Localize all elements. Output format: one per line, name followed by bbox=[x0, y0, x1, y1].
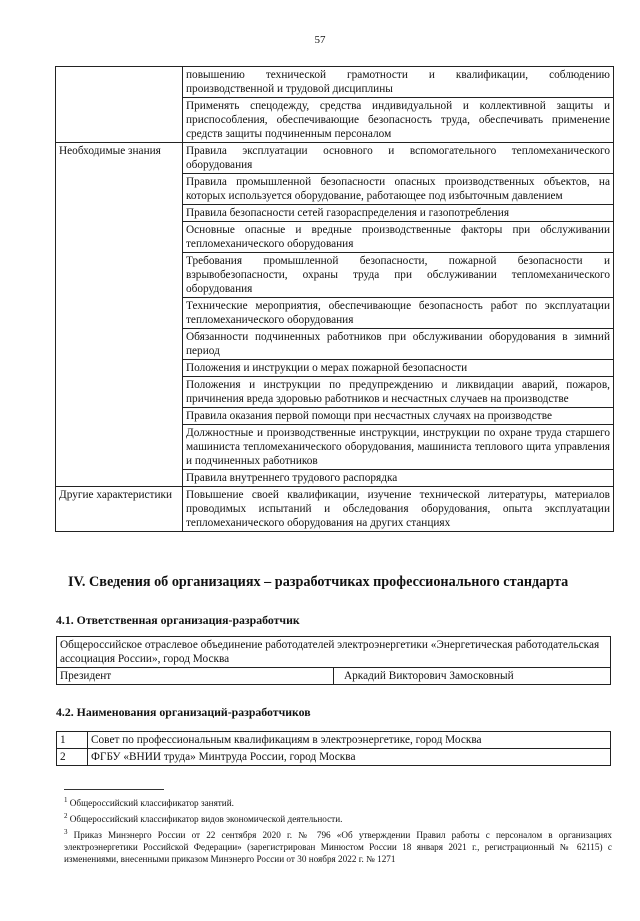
category-cell: Другие характеристики bbox=[56, 487, 183, 532]
requirement-item: Правила промышленной безопасности опасных производственных объектов, на которых используется оборудование, работающее под избыточным давлением bbox=[183, 174, 614, 205]
requirement-item: Обязанности подчиненных работников при обслуживании оборудования в зимний период bbox=[183, 329, 614, 360]
org-name-cell: Совет по профессиональным квалификациям в электроэнергетике, город Москва bbox=[88, 732, 611, 749]
footnote-divider bbox=[64, 789, 164, 790]
footnote-mark: 3 bbox=[64, 828, 68, 837]
position-cell: Президент bbox=[57, 668, 334, 685]
category-cell: Необходимые знания bbox=[56, 143, 183, 487]
requirement-item: Правила безопасности сетей газораспределения и газопотребления bbox=[183, 205, 614, 222]
requirement-item: Повышение своей квалификации, изучение технической литературы, материалов проводимых испытаний и обследования оборудования, опыта эксплуатации тепломеханического оборудования на других станциях bbox=[183, 487, 614, 532]
responsible-org-heading: 4.1. Ответственная организация-разработчик bbox=[56, 613, 300, 627]
table-row bbox=[57, 749, 611, 766]
table-row bbox=[57, 637, 611, 668]
requirements-table bbox=[55, 66, 614, 532]
table-row bbox=[57, 668, 611, 685]
requirement-item: Правила оказания первой помощи при несчастных случаях на производстве bbox=[183, 408, 614, 425]
footnote bbox=[64, 826, 612, 865]
org-name-cell: Общероссийское отраслевое объединение работодателей электроэнергетики «Энергетическая работодательская ассоциация России», город Москва bbox=[57, 637, 611, 668]
footnote bbox=[64, 794, 612, 809]
category-cell bbox=[56, 67, 183, 143]
requirement-item: Правила внутреннего трудового распорядка bbox=[183, 470, 614, 487]
requirement-item: Применять спецодежду, средства индивидуальной и коллективной защиты и приспособления, обеспечивающие безопасность труда, обеспечивать применение средств защиты подчиненным персоналом bbox=[183, 98, 614, 143]
footnotes bbox=[64, 794, 612, 866]
requirement-item: Технические мероприятия, обеспечивающие безопасность работ по эксплуатации тепломеханического оборудования bbox=[183, 298, 614, 329]
table-row bbox=[56, 143, 614, 174]
footnote-mark: 2 bbox=[64, 812, 68, 821]
requirement-item: Положения и инструкции о мерах пожарной безопасности bbox=[183, 360, 614, 377]
org-name-cell: ФГБУ «ВНИИ труда» Минтруда России, город Москва bbox=[88, 749, 611, 766]
footnote-text: Общероссийский классификатор занятий. bbox=[69, 798, 234, 809]
section-title: IV. Сведения об организациях – разработчиках профессионального стандарта bbox=[68, 574, 569, 590]
requirement-item: Должностные и производственные инструкции, инструкции по охране труда старшего машиниста тепломеханического оборудования, машиниста теплового щита управления и подчиненных работников bbox=[183, 425, 614, 470]
requirement-item: повышению технической грамотности и квалификации, соблюдению производственной и трудовой дисциплины bbox=[183, 67, 614, 98]
footnote-text: Общероссийский классификатор видов экономической деятельности. bbox=[69, 814, 343, 825]
developers-heading: 4.2. Наименования организаций-разработчиков bbox=[56, 705, 311, 719]
row-number: 1 bbox=[57, 732, 88, 749]
table-row bbox=[56, 487, 614, 532]
responsible-org-table bbox=[56, 636, 611, 685]
table-row bbox=[56, 67, 614, 98]
person-cell: Аркадий Викторович Замосковный bbox=[334, 668, 611, 685]
requirement-item: Основные опасные и вредные производственные факторы при обслуживании тепломеханического оборудования bbox=[183, 222, 614, 253]
page-number: 57 bbox=[314, 34, 326, 46]
footnote-text: Приказ Минэнерго России от 22 сентября 2020 г. № 796 «Об утверждении Правил работы с персоналом в организациях электроэнергетики Российской Федерации» (зарегистрирован Минюстом России 18 января 2021 г., регистрационный № 62115) с изменениями, внесенными приказом Минэнерго России от 30 ноября 2022 г. № 1271 bbox=[64, 830, 612, 865]
requirement-item: Положения и инструкции по предупреждению и ликвидации аварий, пожаров, причинения вреда здоровью работников и несчастных случаев на производстве bbox=[183, 377, 614, 408]
footnote bbox=[64, 810, 612, 825]
requirement-item: Требования промышленной безопасности, пожарной безопасности и взрывобезопасности, охраны труда при обслуживании тепломеханического оборудования bbox=[183, 253, 614, 298]
requirement-item: Правила эксплуатации основного и вспомогательного тепломеханического оборудования bbox=[183, 143, 614, 174]
table-row bbox=[57, 732, 611, 749]
footnote-mark: 1 bbox=[64, 796, 68, 804]
developers-table bbox=[56, 731, 611, 766]
row-number: 2 bbox=[57, 749, 88, 766]
